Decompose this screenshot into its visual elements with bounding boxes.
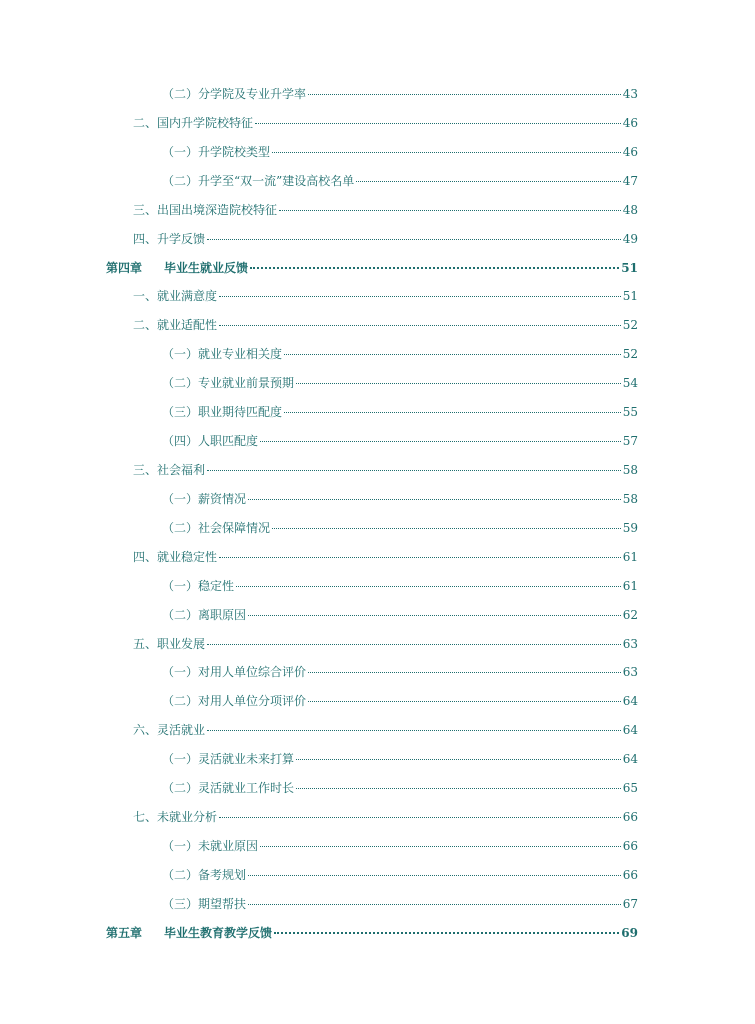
toc-entry[interactable] bbox=[162, 171, 638, 191]
page-number: 61 bbox=[622, 578, 638, 593]
page-number: 63 bbox=[622, 636, 638, 651]
dot-leader bbox=[250, 267, 619, 269]
dot-leader bbox=[219, 817, 621, 818]
toc-entry[interactable] bbox=[133, 720, 638, 740]
page-number: 58 bbox=[622, 463, 638, 477]
toc-entry[interactable] bbox=[133, 315, 638, 335]
toc-entry-title: （二）备考规划 bbox=[162, 867, 247, 882]
toc-entry-title: 二、国内升学院校特征 bbox=[133, 115, 254, 130]
dot-leader bbox=[248, 904, 621, 905]
dot-leader bbox=[248, 875, 621, 876]
toc-entry[interactable] bbox=[162, 836, 638, 856]
toc-entry[interactable] bbox=[133, 113, 638, 133]
dot-leader bbox=[296, 383, 621, 384]
page-number: 66 bbox=[622, 867, 638, 882]
toc-entry[interactable] bbox=[162, 865, 638, 885]
toc-entry-title: 三、出国出境深造院校特征 bbox=[133, 202, 278, 217]
page-number: 46 bbox=[622, 144, 638, 159]
toc-entry[interactable] bbox=[162, 576, 638, 596]
chapter-number: 第五章 bbox=[106, 925, 143, 940]
page-number: 55 bbox=[622, 405, 638, 420]
toc-entry[interactable] bbox=[133, 547, 638, 567]
dot-leader bbox=[260, 846, 621, 847]
page-number: 46 bbox=[622, 115, 638, 130]
dot-leader bbox=[219, 325, 621, 326]
toc-entry[interactable] bbox=[133, 634, 638, 654]
dot-leader bbox=[296, 788, 621, 789]
page-number: 47 bbox=[622, 173, 638, 188]
dot-leader bbox=[207, 239, 621, 240]
toc-entry-title: （二）离职原因 bbox=[162, 607, 247, 622]
page-number: 61 bbox=[622, 549, 638, 564]
dot-leader bbox=[248, 499, 621, 500]
page-number: 62 bbox=[622, 607, 638, 622]
toc-entry-title: （二）对用人单位分项评价 bbox=[162, 694, 307, 709]
toc-entry-title bbox=[106, 258, 248, 278]
page-number: 63 bbox=[622, 665, 638, 680]
toc-entry-title: （二）社会保障情况 bbox=[162, 520, 271, 535]
toc-entry-title: （一）就业专业相关度 bbox=[162, 347, 283, 362]
toc-entry[interactable] bbox=[162, 373, 638, 393]
toc-entry-title: （一）对用人单位综合评价 bbox=[162, 665, 307, 680]
toc-entry-title: （一）薪资情况 bbox=[162, 491, 247, 506]
chapter-title: 毕业生教育教学反馈 bbox=[164, 925, 273, 940]
page-number: 64 bbox=[622, 723, 638, 738]
page-number: 64 bbox=[622, 694, 638, 709]
dot-leader bbox=[248, 615, 621, 616]
dot-leader bbox=[207, 644, 621, 645]
page-number: 51 bbox=[622, 289, 638, 304]
page-number: 66 bbox=[622, 838, 638, 853]
dot-leader bbox=[356, 181, 620, 182]
toc-entry-title: （一）升学院校类型 bbox=[162, 144, 271, 159]
chapter-number: 第四章 bbox=[106, 260, 143, 275]
toc-entry-title: （一）灵活就业未来打算 bbox=[162, 752, 295, 767]
dot-leader bbox=[308, 94, 621, 95]
toc-entry-title: 六、灵活就业 bbox=[133, 723, 206, 738]
chapter-title: 毕业生就业反馈 bbox=[164, 260, 249, 275]
dot-leader bbox=[272, 528, 621, 529]
toc-entry-title: （一）未就业原因 bbox=[162, 838, 259, 853]
toc-entry-title: 四、升学反馈 bbox=[133, 231, 206, 246]
toc-entry[interactable] bbox=[133, 229, 638, 249]
page-number: 66 bbox=[622, 810, 638, 824]
page-number: 52 bbox=[622, 318, 638, 333]
dot-leader bbox=[272, 152, 621, 153]
toc-entry[interactable] bbox=[162, 344, 638, 364]
page-number: 65 bbox=[622, 781, 638, 796]
toc-entry[interactable] bbox=[162, 662, 638, 682]
dot-leader bbox=[255, 123, 621, 124]
toc-entry[interactable] bbox=[162, 402, 638, 422]
toc-entry-title: 二、就业适配性 bbox=[133, 318, 218, 333]
toc-entry[interactable] bbox=[133, 286, 638, 306]
dot-leader bbox=[308, 701, 621, 702]
page-number: 59 bbox=[622, 520, 638, 535]
page-number: 69 bbox=[621, 925, 638, 940]
toc-chapter-entry[interactable] bbox=[106, 923, 638, 943]
toc-entry-title: 三、社会福利 bbox=[133, 463, 206, 477]
toc-entry-title: （一）稳定性 bbox=[162, 578, 235, 593]
dot-leader bbox=[219, 296, 621, 297]
dot-leader bbox=[296, 759, 621, 760]
toc-entry[interactable] bbox=[162, 894, 638, 914]
dot-leader bbox=[308, 672, 621, 673]
toc-entry[interactable] bbox=[162, 605, 638, 625]
page-number: 48 bbox=[622, 202, 638, 217]
page-number: 67 bbox=[622, 896, 638, 911]
dot-leader bbox=[284, 412, 621, 413]
page-number: 57 bbox=[622, 434, 638, 448]
toc-chapter-entry[interactable] bbox=[106, 258, 638, 278]
dot-leader bbox=[236, 586, 621, 587]
dot-leader bbox=[219, 557, 621, 558]
page-number: 58 bbox=[622, 491, 638, 506]
toc-entry-title: （二）灵活就业工作时长 bbox=[162, 781, 295, 796]
toc-entry[interactable] bbox=[162, 142, 638, 162]
dot-leader bbox=[284, 354, 621, 355]
page-number: 51 bbox=[621, 260, 638, 275]
toc-entry[interactable] bbox=[162, 691, 638, 711]
page-number: 43 bbox=[622, 87, 638, 101]
toc-entry-title: （二）升学至“双一流”建设高校名单 bbox=[162, 173, 355, 188]
toc-entry-title: （四）人职匹配度 bbox=[162, 434, 259, 448]
toc-entry-title: 七、未就业分析 bbox=[133, 810, 218, 824]
page-number: 64 bbox=[622, 752, 638, 767]
toc-entry-title: 四、就业稳定性 bbox=[133, 549, 218, 564]
dot-leader bbox=[274, 932, 619, 934]
dot-leader bbox=[279, 210, 621, 211]
toc-entry-title: （二）专业就业前景预期 bbox=[162, 376, 295, 391]
toc-entry-title: （三）期望帮扶 bbox=[162, 896, 247, 911]
toc-entry[interactable] bbox=[133, 200, 638, 220]
toc-entry[interactable] bbox=[133, 807, 638, 827]
toc-entry-title: 五、职业发展 bbox=[133, 636, 206, 651]
toc-entry[interactable] bbox=[162, 431, 638, 451]
page-number: 52 bbox=[622, 347, 638, 362]
page-number: 54 bbox=[622, 376, 638, 391]
dot-leader bbox=[260, 441, 621, 442]
toc-entry-title bbox=[106, 923, 272, 943]
toc-entry[interactable] bbox=[162, 489, 638, 509]
toc-entry[interactable] bbox=[162, 518, 638, 538]
toc-entry[interactable] bbox=[162, 749, 638, 769]
dot-leader bbox=[207, 730, 621, 731]
toc-entry-title: 一、就业满意度 bbox=[133, 289, 218, 304]
toc-entry-title: （二）分学院及专业升学率 bbox=[162, 87, 307, 101]
toc-entry[interactable] bbox=[162, 84, 638, 104]
page-number: 49 bbox=[622, 231, 638, 246]
toc-entry-title: （三）职业期待匹配度 bbox=[162, 405, 283, 420]
toc-entry[interactable] bbox=[162, 778, 638, 798]
toc-entry[interactable] bbox=[133, 460, 638, 480]
dot-leader bbox=[207, 470, 621, 471]
